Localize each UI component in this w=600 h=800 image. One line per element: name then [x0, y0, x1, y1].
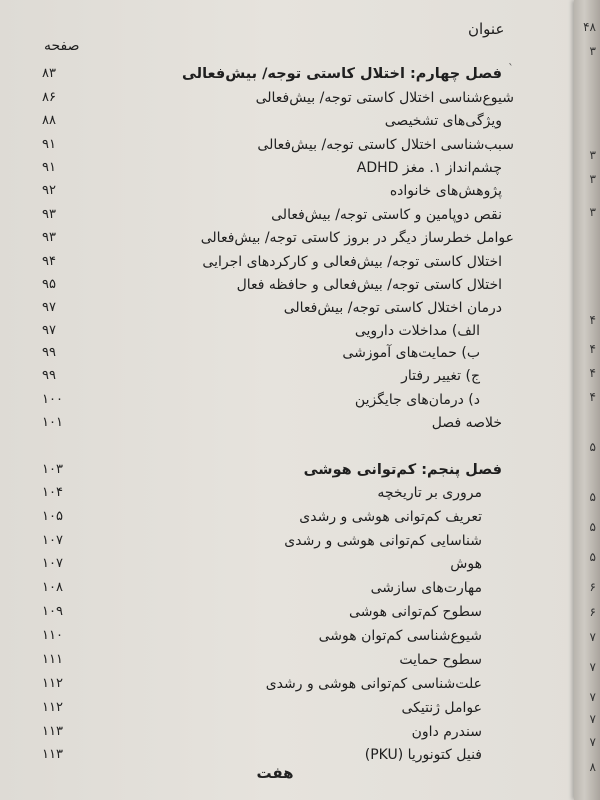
toc-chapter-title: فصل چهارم: اختلال کاستی توجه/ بیش‌فعالی [181, 66, 502, 82]
toc-page-number: ۹۳ [42, 207, 56, 222]
toc-entry-row [0, 556, 600, 578]
spine-number-fragment: ۴ [589, 342, 596, 356]
toc-page-number: ۱۰۱ [42, 415, 63, 430]
toc-entry-title: اختلال کاستی توجه/ بیش‌فعالی و کارکردهای اجرایی [202, 254, 502, 270]
toc-page-number: ۱۰۰ [42, 392, 63, 407]
toc-page-number: ۹۴ [42, 254, 56, 269]
spine-number-fragment: ۶ [589, 605, 596, 619]
toc-entry-title: سطوح کم‌توانی هوشی [349, 604, 482, 620]
toc-entry-row [0, 485, 600, 507]
toc-entry-title: الف) مداخلات دارویی [354, 323, 480, 339]
toc-page-number: ۸۳ [42, 66, 56, 81]
toc-entry-title: ویژگی‌های تشخیصی [384, 113, 502, 129]
toc-page-number: ۹۱ [42, 160, 56, 175]
toc-page-number: ۱۰۹ [42, 604, 63, 619]
toc-entry-row [0, 676, 600, 698]
toc-entry-title: د) درمان‌های جایگزین [354, 392, 480, 408]
spine-number-fragment: ۴۸ [583, 20, 596, 34]
toc-entry-row [0, 254, 600, 276]
spine-number-fragment: ۵ [589, 490, 596, 504]
toc-entry-row [0, 90, 600, 112]
spine-number-fragment: ۴ [589, 366, 596, 380]
toc-page-number: ۱۱۲ [42, 700, 63, 715]
toc-page-number: ۹۷ [42, 300, 56, 315]
toc-page-number: ۱۰۵ [42, 509, 63, 524]
toc-entry-title: درمان اختلال کاستی توجه/ بیش‌فعالی [283, 300, 502, 316]
toc-entry-title: خلاصه فصل [431, 415, 502, 431]
toc-entry-title: هوش [450, 556, 482, 572]
toc-entry-row [0, 533, 600, 555]
toc-entry-title: عوامل ژنتیکی [401, 700, 482, 716]
toc-page-number: ۱۱۰ [42, 628, 63, 643]
toc-page-number: ۱۰۷ [42, 556, 63, 571]
spine-number-fragment: ۴ [589, 390, 596, 404]
toc-entry-title: سندرم داون [411, 724, 482, 740]
toc-page-number: ۹۲ [42, 183, 56, 198]
toc-entry-row [0, 747, 600, 769]
spine-number-fragment: ۵ [589, 520, 596, 534]
spine-number-fragment: ۳ [589, 172, 596, 186]
toc-page-number: ۱۱۳ [42, 724, 63, 739]
toc-entry-row [0, 628, 600, 650]
toc-page-number: ۹۱ [42, 137, 56, 152]
toc-page-number: ۱۰۷ [42, 533, 63, 548]
toc-entry-row [0, 300, 600, 322]
toc-entry-row [0, 415, 600, 437]
spine-number-fragment: ۳ [589, 148, 596, 162]
spine-number-fragment: ۶ [589, 580, 596, 594]
toc-chapter-row [0, 66, 600, 88]
toc-entry-row [0, 580, 600, 602]
toc-entry-row [0, 137, 600, 159]
spine-number-fragment: ۳ [589, 205, 596, 219]
toc-entry-title: شیوع‌شناسی کم‌توان هوشی [318, 628, 482, 644]
toc-entry-title: چشم‌انداز ۱. مغز ADHD [356, 160, 502, 176]
margin-mark: ` [508, 62, 514, 76]
toc-entry-row [0, 392, 600, 414]
toc-entry-title: مهارت‌های سازشی [370, 580, 482, 596]
toc-page-number: ۹۷ [42, 323, 56, 338]
toc-page-number: ۱۱۲ [42, 676, 63, 691]
toc-entry-row [0, 724, 600, 746]
toc-entry-row [0, 368, 600, 390]
toc-entry-title: تعریف کم‌توانی هوشی و رشدی [299, 509, 482, 525]
toc-entry-title: فنیل کتونوریا (PKU) [364, 747, 482, 763]
toc-page-number: ۹۵ [42, 277, 56, 292]
toc-entry-row [0, 652, 600, 674]
toc-entry-row [0, 207, 600, 229]
spine-number-fragment: ۸ [589, 760, 596, 774]
toc-page-number: ۸۶ [42, 90, 56, 105]
toc-entry-row [0, 509, 600, 531]
toc-entry-title: شیوع‌شناسی اختلال کاستی توجه/ بیش‌فعالی [255, 90, 514, 106]
spine-number-fragment: ۷ [589, 630, 596, 644]
spine-number-fragment: ۷ [589, 690, 596, 704]
spine-number-fragment: ۵ [589, 550, 596, 564]
toc-entry-title: ج) تغییر رفتار [401, 368, 480, 384]
toc-entry-row [0, 700, 600, 722]
toc-entry-title: سبب‌شناسی اختلال کاستی توجه/ بیش‌فعالی [257, 137, 514, 153]
toc-entry-row [0, 277, 600, 299]
toc-entry-row [0, 323, 600, 345]
toc-page-number: ۸۸ [42, 113, 56, 128]
toc-entry-title: مروری بر تاریخچه [377, 485, 482, 501]
toc-page-number: ۹۳ [42, 230, 56, 245]
toc-header-title: عنوان [468, 20, 505, 38]
toc-entry-row [0, 230, 600, 252]
spine-number-fragment: ۷ [589, 735, 596, 749]
toc-entry-title: سطوح حمایت [399, 652, 482, 668]
spine-number-fragment: ۴ [589, 313, 596, 327]
toc-entry-title: علت‌شناسی کم‌توانی هوشی و رشدی [265, 676, 482, 692]
toc-entry-title: ب) حمایت‌های آموزشی [342, 345, 480, 361]
toc-page-number: ۱۰۳ [42, 462, 63, 477]
toc-entry-row [0, 604, 600, 626]
toc-page-number: ۱۰۴ [42, 485, 63, 500]
toc-entry-row [0, 160, 600, 182]
spine-number-fragment: ۵ [589, 440, 596, 454]
spine-number-fragment: ۷ [589, 660, 596, 674]
toc-entry-title: اختلال کاستی توجه/ بیش‌فعالی و حافظه فعال [236, 277, 502, 293]
toc-chapter-title: فصل پنجم: کم‌توانی هوشی [303, 462, 502, 478]
toc-entry-title: شناسایی کم‌توانی هوشی و رشدی [284, 533, 482, 549]
toc-header-page-column: صفحه [44, 38, 80, 54]
toc-page-number: ۹۹ [42, 345, 56, 360]
spine-number-fragment: ۷ [589, 712, 596, 726]
toc-chapter-row [0, 462, 600, 484]
toc-page-number: ۹۹ [42, 368, 56, 383]
toc-entry-row [0, 183, 600, 205]
toc-entry-title: نقص دوپامین و کاستی توجه/ بیش‌فعالی [271, 207, 502, 223]
toc-page-number: ۱۱۱ [42, 652, 63, 667]
page-number-footer: هفت [256, 764, 294, 782]
spine-number-fragment: ۳ [589, 44, 596, 58]
book-spine [574, 0, 600, 800]
toc-entry-row [0, 113, 600, 135]
toc-page-number: ۱۱۳ [42, 747, 63, 762]
toc-entry-row [0, 345, 600, 367]
toc-page-number: ۱۰۸ [42, 580, 63, 595]
toc-entry-title: پژوهش‌های خانواده [389, 183, 502, 199]
toc-entry-title: عوامل خطرساز دیگر در بروز کاستی توجه/ بیش‌فعالی [200, 230, 514, 246]
